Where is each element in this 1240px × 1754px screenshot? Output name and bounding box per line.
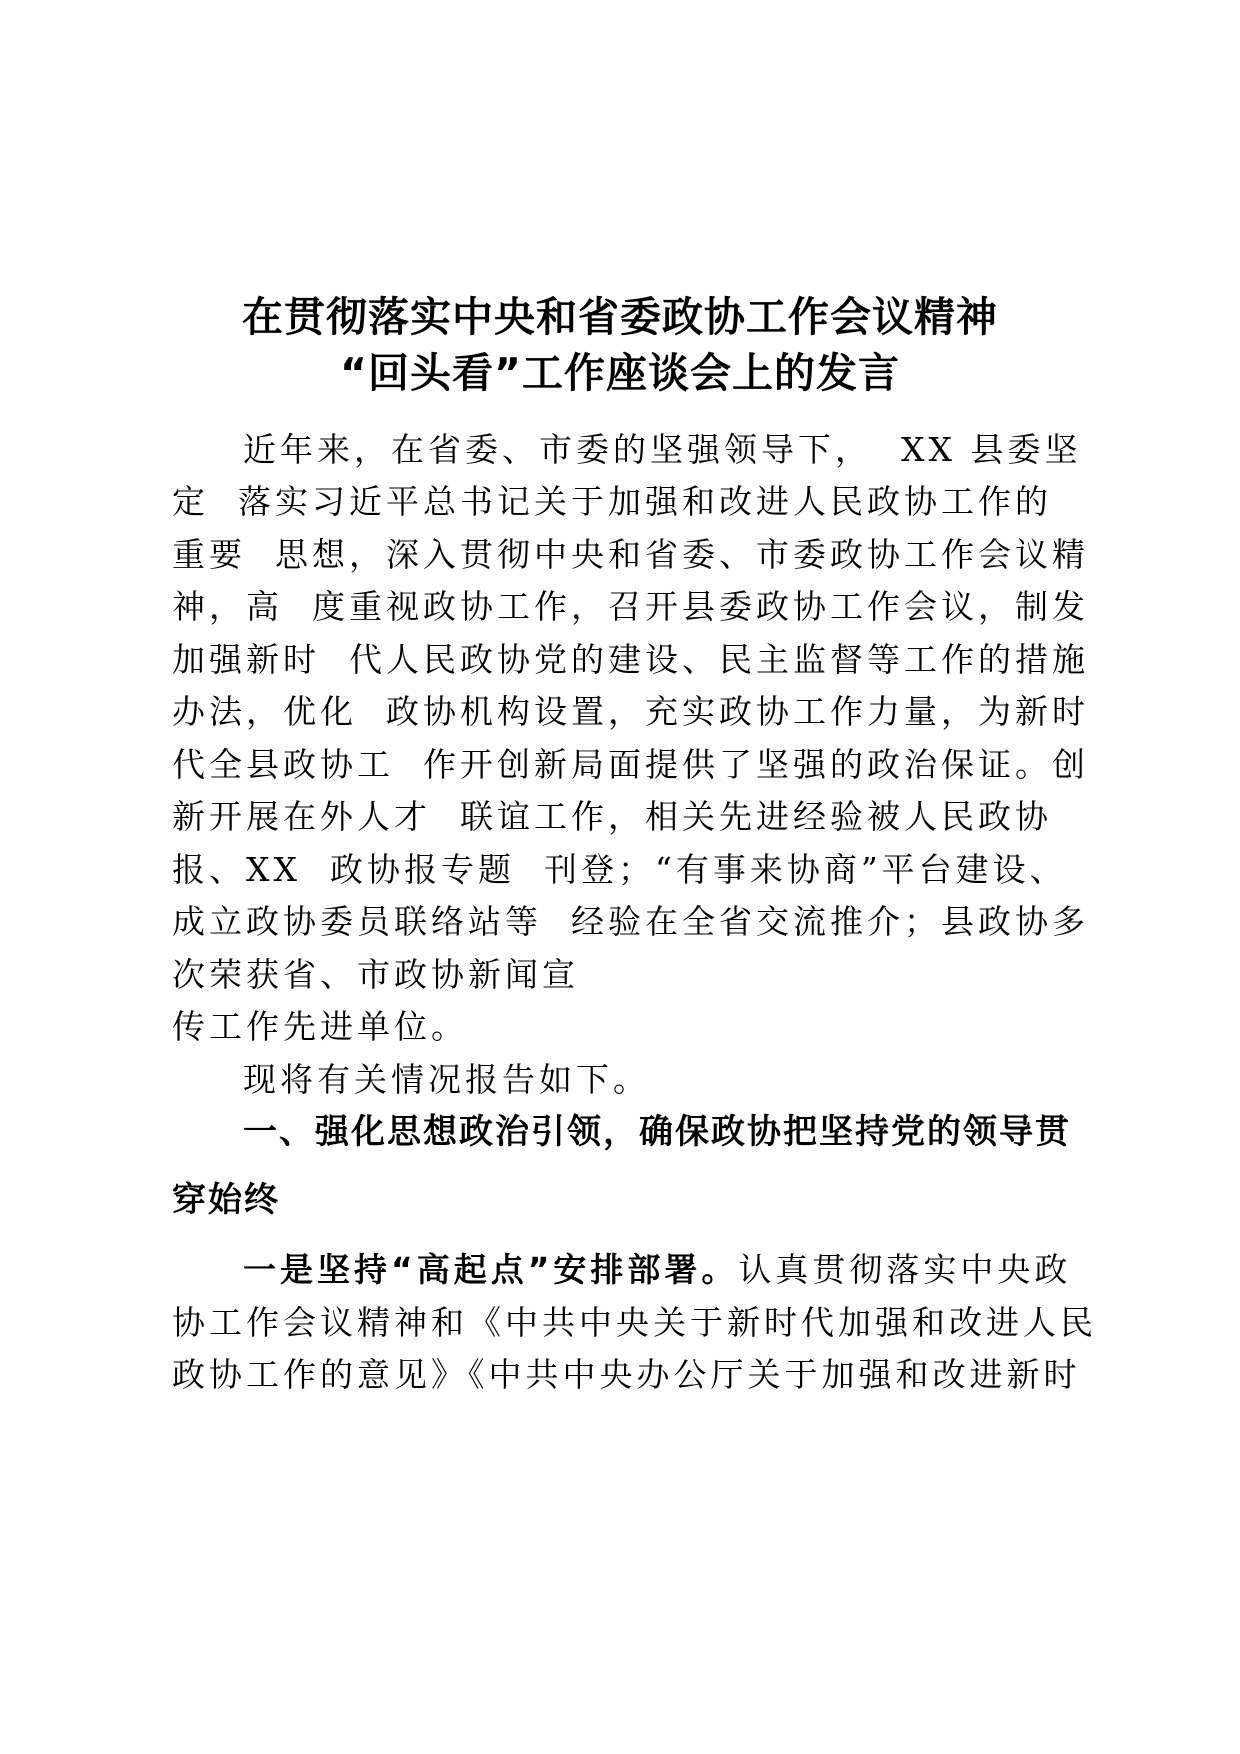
paragraph-line: 成立政协委员联络站等 经验在全省交流推介；县政协多 <box>172 902 1089 941</box>
paragraph-line: 新开展在外人才 联谊工作，相关先进经验被人民政协 <box>172 797 1052 836</box>
document-title-line-1: 在贯彻落实中央和省委政协工作会议精神 <box>242 293 998 341</box>
paragraph-line: 加强新时 代人民政协党的建设、民主监督等工作的措施 <box>172 640 1089 679</box>
paragraph-line: 次荣获省、市政协新闻宣 <box>172 955 579 994</box>
paragraph-line: 协工作会议精神和《中共中央关于新时代加强和改进人民 <box>172 1303 1097 1342</box>
paragraph-line: 办法，优化 政协机构设置，充实政协工作力量，为新时 <box>172 692 1089 731</box>
section-heading-line: 穿始终 <box>172 1180 280 1220</box>
paragraph-line: 重要 思想，深入贯彻中央和省委、市委政协工作会议精 <box>172 535 1089 574</box>
paragraph-2: 现将有关情况报告如下。 <box>243 1060 650 1099</box>
paragraph-line: 代全县政协工 作开创新局面提供了坚强的政治保证。创 <box>172 745 1089 784</box>
paragraph-line: 近年来，在省委、市委的坚强领导下， XX 县委坚 <box>243 430 1082 469</box>
paragraph-line: 政协工作的意见》《中共中央办公厅关于加强和改进新时 <box>172 1355 1081 1394</box>
paragraph-line: 定 落实习近平总书记关于加强和改进人民政协工作的 <box>172 482 1052 521</box>
document-title-line-2: “回头看”工作座谈会上的发言 <box>340 349 900 397</box>
point-1-first-line-rest: 认真贯彻落实中央政 <box>738 1250 1072 1289</box>
point-1-bold-lead: 一是坚持“高起点”安排部署。 <box>243 1250 739 1289</box>
point-1-first-line <box>243 1250 1072 1289</box>
paragraph-line: 报、XX 政协报专题 刊登；“有事来协商”平台建设、 <box>172 850 1067 889</box>
paragraph-line: 传工作先进单位。 <box>172 1007 468 1046</box>
section-heading-line: 一、强化思想政治引领，确保政协把坚持党的领导贯 <box>243 1112 1071 1152</box>
paragraph-line: 神，高 度重视政协工作，召开县委政协工作会议，制发 <box>172 587 1089 626</box>
